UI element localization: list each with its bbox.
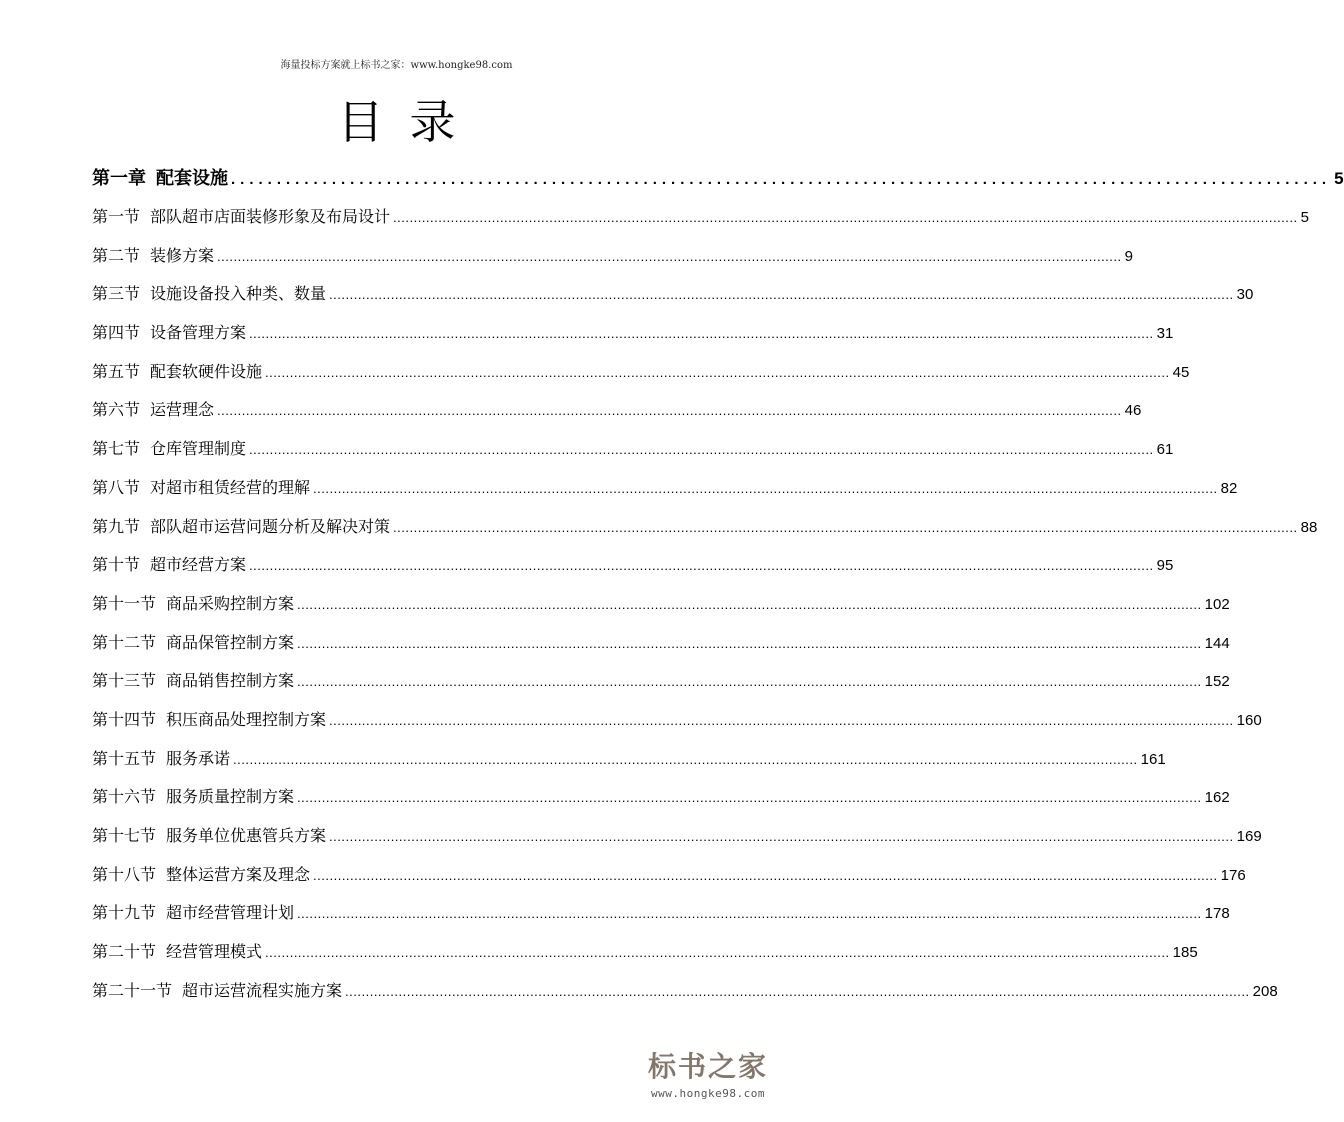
toc-entry[interactable] xyxy=(92,275,1254,314)
toc-entry[interactable] xyxy=(92,314,1174,353)
toc-entry[interactable] xyxy=(92,430,1174,469)
section-number: 第十六节 xyxy=(92,787,157,807)
section-page-number: 30 xyxy=(1236,286,1254,304)
section-title: 对超市租赁经营的理解 xyxy=(150,477,311,497)
section-page-number: 161 xyxy=(1140,750,1166,768)
toc-entry[interactable] xyxy=(92,856,1246,895)
section-title: 装修方案 xyxy=(150,245,215,265)
section-page-number: 176 xyxy=(1220,866,1246,884)
dot-leader: ............................................................................................................................................................................................................................ xyxy=(313,480,1218,496)
section-list xyxy=(92,198,1318,1010)
section-number: 第十四节 xyxy=(92,709,157,729)
toc-entry[interactable] xyxy=(92,894,1230,933)
toc-entry[interactable] xyxy=(92,933,1198,972)
section-page-number: 5 xyxy=(1300,209,1309,226)
dot-leader: ............................................................................................................................................................................................................................ xyxy=(297,596,1202,612)
section-number: 第十二节 xyxy=(92,632,157,652)
section-number: 第六节 xyxy=(92,400,141,420)
dot-leader: ............................................................................................................................................................................................................................ xyxy=(393,519,1298,535)
section-page-number: 45 xyxy=(1172,363,1190,381)
toc-entry[interactable] xyxy=(92,624,1230,663)
section-page-number: 162 xyxy=(1204,789,1230,807)
section-title: 设备管理方案 xyxy=(150,323,247,343)
toc-entry[interactable] xyxy=(92,740,1166,779)
section-number: 第五节 xyxy=(92,361,141,381)
section-title: 服务质量控制方案 xyxy=(166,787,295,807)
section-page-number: 169 xyxy=(1236,828,1262,845)
toc-entry[interactable] xyxy=(92,469,1238,508)
section-number: 第二十一节 xyxy=(92,980,173,1000)
dot-leader: ............................................................................................................................................................................................................................ xyxy=(249,558,1154,574)
section-title: 商品保管控制方案 xyxy=(166,632,295,652)
section-page-number: 178 xyxy=(1204,905,1230,923)
toc-entry[interactable] xyxy=(92,662,1230,701)
section-title: 服务单位优惠管兵方案 xyxy=(166,826,327,845)
chapter-page-number: 5 xyxy=(1334,169,1344,188)
section-title: 服务承诺 xyxy=(166,748,231,768)
toc-chapter-entry[interactable] xyxy=(92,160,1344,198)
section-title: 超市运营流程实施方案 xyxy=(182,980,343,1000)
section-title: 商品采购控制方案 xyxy=(166,593,295,613)
dot-leader: ........................................................................................................................ xyxy=(231,171,1332,188)
toc-entry[interactable] xyxy=(92,701,1262,740)
section-title: 运营理念 xyxy=(150,400,215,420)
chapter-number: 第一章 xyxy=(92,168,146,189)
section-number: 第十一节 xyxy=(92,593,157,613)
section-page-number: 88 xyxy=(1300,518,1318,536)
dot-leader: ............................................................................................................................................................................................................................ xyxy=(345,983,1250,999)
section-number: 第一节 xyxy=(92,207,141,226)
toc-entry[interactable] xyxy=(92,353,1190,392)
dot-leader: ............................................................................................................................................................................................................................ xyxy=(217,248,1122,264)
dot-leader: ............................................................................................................................................................................................................................ xyxy=(329,287,1234,303)
page-header: 海量投标方案就上标书之家：www.hongke98.com xyxy=(280,60,513,71)
dot-leader: ............................................................................................................................................................................................................................ xyxy=(233,751,1138,767)
section-title: 设施设备投入种类、数量 xyxy=(150,284,327,304)
section-page-number: 9 xyxy=(1124,247,1133,265)
toc-entry[interactable] xyxy=(92,972,1278,1011)
toc-entry[interactable] xyxy=(92,391,1142,430)
dot-leader: ............................................................................................................................................................................................................................ xyxy=(297,790,1202,806)
section-page-number: 31 xyxy=(1156,325,1174,343)
table-of-contents xyxy=(92,160,1344,1010)
toc-entry[interactable] xyxy=(92,778,1230,817)
section-page-number: 185 xyxy=(1172,944,1198,962)
dot-leader: ............................................................................................................................................................................................................................ xyxy=(265,945,1170,961)
section-title: 仓库管理制度 xyxy=(150,439,247,459)
toc-entry[interactable] xyxy=(92,237,1133,276)
section-number: 第二节 xyxy=(92,245,141,265)
dot-leader: ............................................................................................................................................................................................................................ xyxy=(297,906,1202,922)
section-number: 第十节 xyxy=(92,555,141,575)
section-page-number: 160 xyxy=(1236,711,1262,729)
toc-entry[interactable] xyxy=(92,198,1309,237)
section-page-number: 102 xyxy=(1204,595,1230,613)
dot-leader: ............................................................................................................................................................................................................................ xyxy=(217,403,1122,419)
section-title: 部队超市运营问题分析及解决对策 xyxy=(150,516,391,536)
section-number: 第八节 xyxy=(92,477,141,497)
section-number: 第十八节 xyxy=(92,864,157,884)
dot-leader: ............................................................................................................................................................................................................................ xyxy=(313,867,1218,883)
section-number: 第四节 xyxy=(92,323,141,343)
section-number: 第十三节 xyxy=(92,671,157,691)
section-page-number: 82 xyxy=(1220,479,1238,497)
dot-leader: ............................................................................................................................................................................................................................ xyxy=(329,829,1234,844)
toc-entry[interactable] xyxy=(92,508,1318,547)
brand-logo xyxy=(643,1045,773,1100)
toc-entry[interactable] xyxy=(92,817,1262,856)
logo-url: www.hongke98.com xyxy=(651,1087,765,1100)
section-title: 商品销售控制方案 xyxy=(166,671,295,691)
dot-leader: ............................................................................................................................................................................................................................ xyxy=(249,326,1154,342)
section-page-number: 46 xyxy=(1124,402,1142,420)
toc-entry[interactable] xyxy=(92,585,1230,624)
toc-entry[interactable] xyxy=(92,546,1174,585)
section-number: 第二十节 xyxy=(92,942,157,962)
section-page-number: 95 xyxy=(1156,557,1174,575)
section-title: 超市经营方案 xyxy=(150,555,247,575)
dot-leader: ............................................................................................................................................................................................................................ xyxy=(297,674,1202,690)
page-title: 目录 xyxy=(337,95,482,149)
section-number: 第十九节 xyxy=(92,903,157,923)
section-title: 超市经营管理计划 xyxy=(166,903,295,923)
section-page-number: 144 xyxy=(1204,634,1230,652)
section-number: 第七节 xyxy=(92,439,141,459)
section-page-number: 61 xyxy=(1156,441,1174,459)
section-number: 第九节 xyxy=(92,516,141,536)
section-title: 整体运营方案及理念 xyxy=(166,864,311,884)
section-title: 部队超市店面装修形象及布局设计 xyxy=(150,207,391,226)
logo-text: 标书之家 xyxy=(647,1050,768,1083)
section-page-number: 152 xyxy=(1204,673,1230,691)
section-title: 积压商品处理控制方案 xyxy=(166,709,327,729)
dot-leader: ............................................................................................................................................................................................................................ xyxy=(249,442,1154,458)
chapter-title: 配套设施 xyxy=(156,168,228,189)
section-number: 第十七节 xyxy=(92,826,157,845)
section-title: 经营管理模式 xyxy=(166,942,263,962)
dot-leader: ............................................................................................................................................................................................................................ xyxy=(329,712,1234,728)
section-number: 第三节 xyxy=(92,284,141,304)
dot-leader: ............................................................................................................................................................................................................................ xyxy=(265,364,1170,380)
section-title: 配套软硬件设施 xyxy=(150,361,263,381)
section-page-number: 208 xyxy=(1252,982,1278,1000)
dot-leader: ............................................................................................................................................................................................................................ xyxy=(297,635,1202,651)
section-number: 第十五节 xyxy=(92,748,157,768)
dot-leader: ............................................................................................................................................................................................................................ xyxy=(393,210,1298,225)
